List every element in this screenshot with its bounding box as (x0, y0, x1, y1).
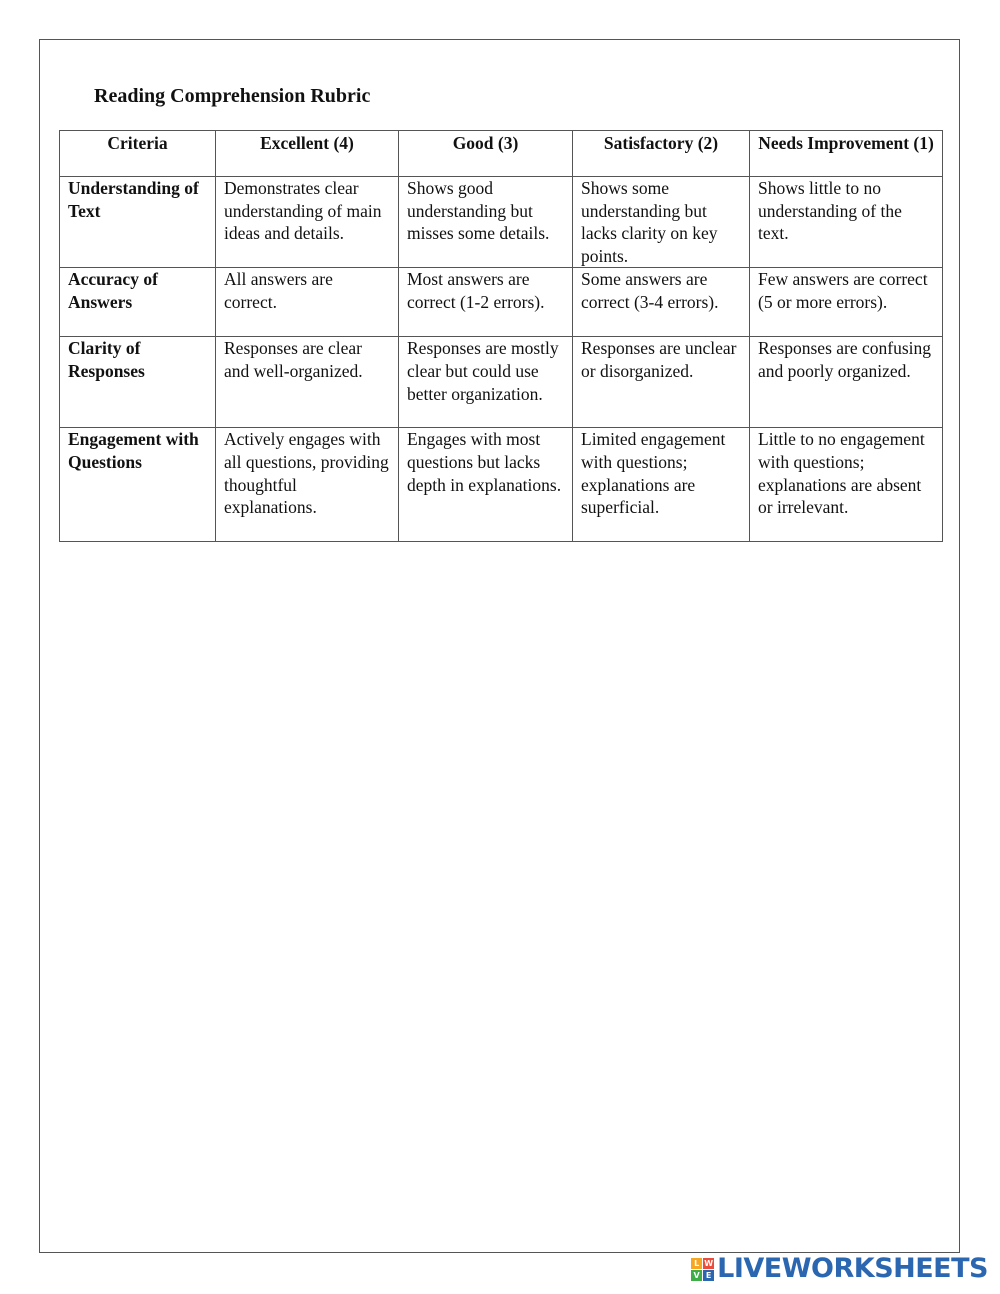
table-row (60, 337, 943, 428)
logo-blocks-icon (691, 1258, 714, 1281)
header-criteria: Criteria (60, 131, 216, 177)
needs-improvement-cell: Responses are confusing and poorly organized. (750, 337, 943, 428)
logo-block-v: V (691, 1270, 702, 1281)
criteria-cell: Clarity of Responses (60, 337, 216, 428)
liveworksheets-logo[interactable] (691, 1254, 988, 1284)
satisfactory-cell: Responses are unclear or disorganized. (573, 337, 750, 428)
good-cell: Most answers are correct (1-2 errors). (399, 268, 573, 337)
criteria-cell: Understanding of Text (60, 177, 216, 268)
logo-block-l: L (691, 1258, 702, 1269)
needs-improvement-cell: Few answers are correct (5 or more errors). (750, 268, 943, 337)
excellent-cell: All answers are correct. (216, 268, 399, 337)
needs-improvement-cell: Little to no engagement with questions; explanations are absent or irrelevant. (750, 428, 943, 542)
good-cell: Responses are mostly clear but could use better organization. (399, 337, 573, 428)
logo-text: LIVEWORKSHEETS (717, 1253, 988, 1284)
table-row (60, 268, 943, 337)
header-good: Good (3) (399, 131, 573, 177)
excellent-cell: Responses are clear and well-organized. (216, 337, 399, 428)
table-row (60, 177, 943, 268)
excellent-cell: Demonstrates clear understanding of main ideas and details. (216, 177, 399, 268)
logo-block-w: W (704, 1258, 714, 1268)
satisfactory-cell: Limited engagement with questions; explanations are superficial. (573, 428, 750, 542)
table-header-row (60, 131, 943, 177)
satisfactory-cell: Shows some understanding but lacks clarity on key points. (573, 177, 750, 268)
excellent-cell: Actively engages with all questions, providing thoughtful explanations. (216, 428, 399, 542)
logo-block-e: E (703, 1270, 714, 1281)
needs-improvement-cell: Shows little to no understanding of the text. (750, 177, 943, 268)
criteria-cell: Engagement with Questions (60, 428, 216, 542)
criteria-cell: Accuracy of Answers (60, 268, 216, 337)
header-satisfactory: Satisfactory (2) (573, 131, 750, 177)
good-cell: Engages with most questions but lacks depth in explanations. (399, 428, 573, 542)
good-cell: Shows good understanding but misses some details. (399, 177, 573, 268)
table-row (60, 428, 943, 542)
satisfactory-cell: Some answers are correct (3-4 errors). (573, 268, 750, 337)
page-title: Reading Comprehension Rubric (94, 85, 371, 107)
header-needs-improvement: Needs Improvement (1) (750, 131, 943, 177)
rubric-table (59, 130, 943, 542)
header-excellent: Excellent (4) (216, 131, 399, 177)
